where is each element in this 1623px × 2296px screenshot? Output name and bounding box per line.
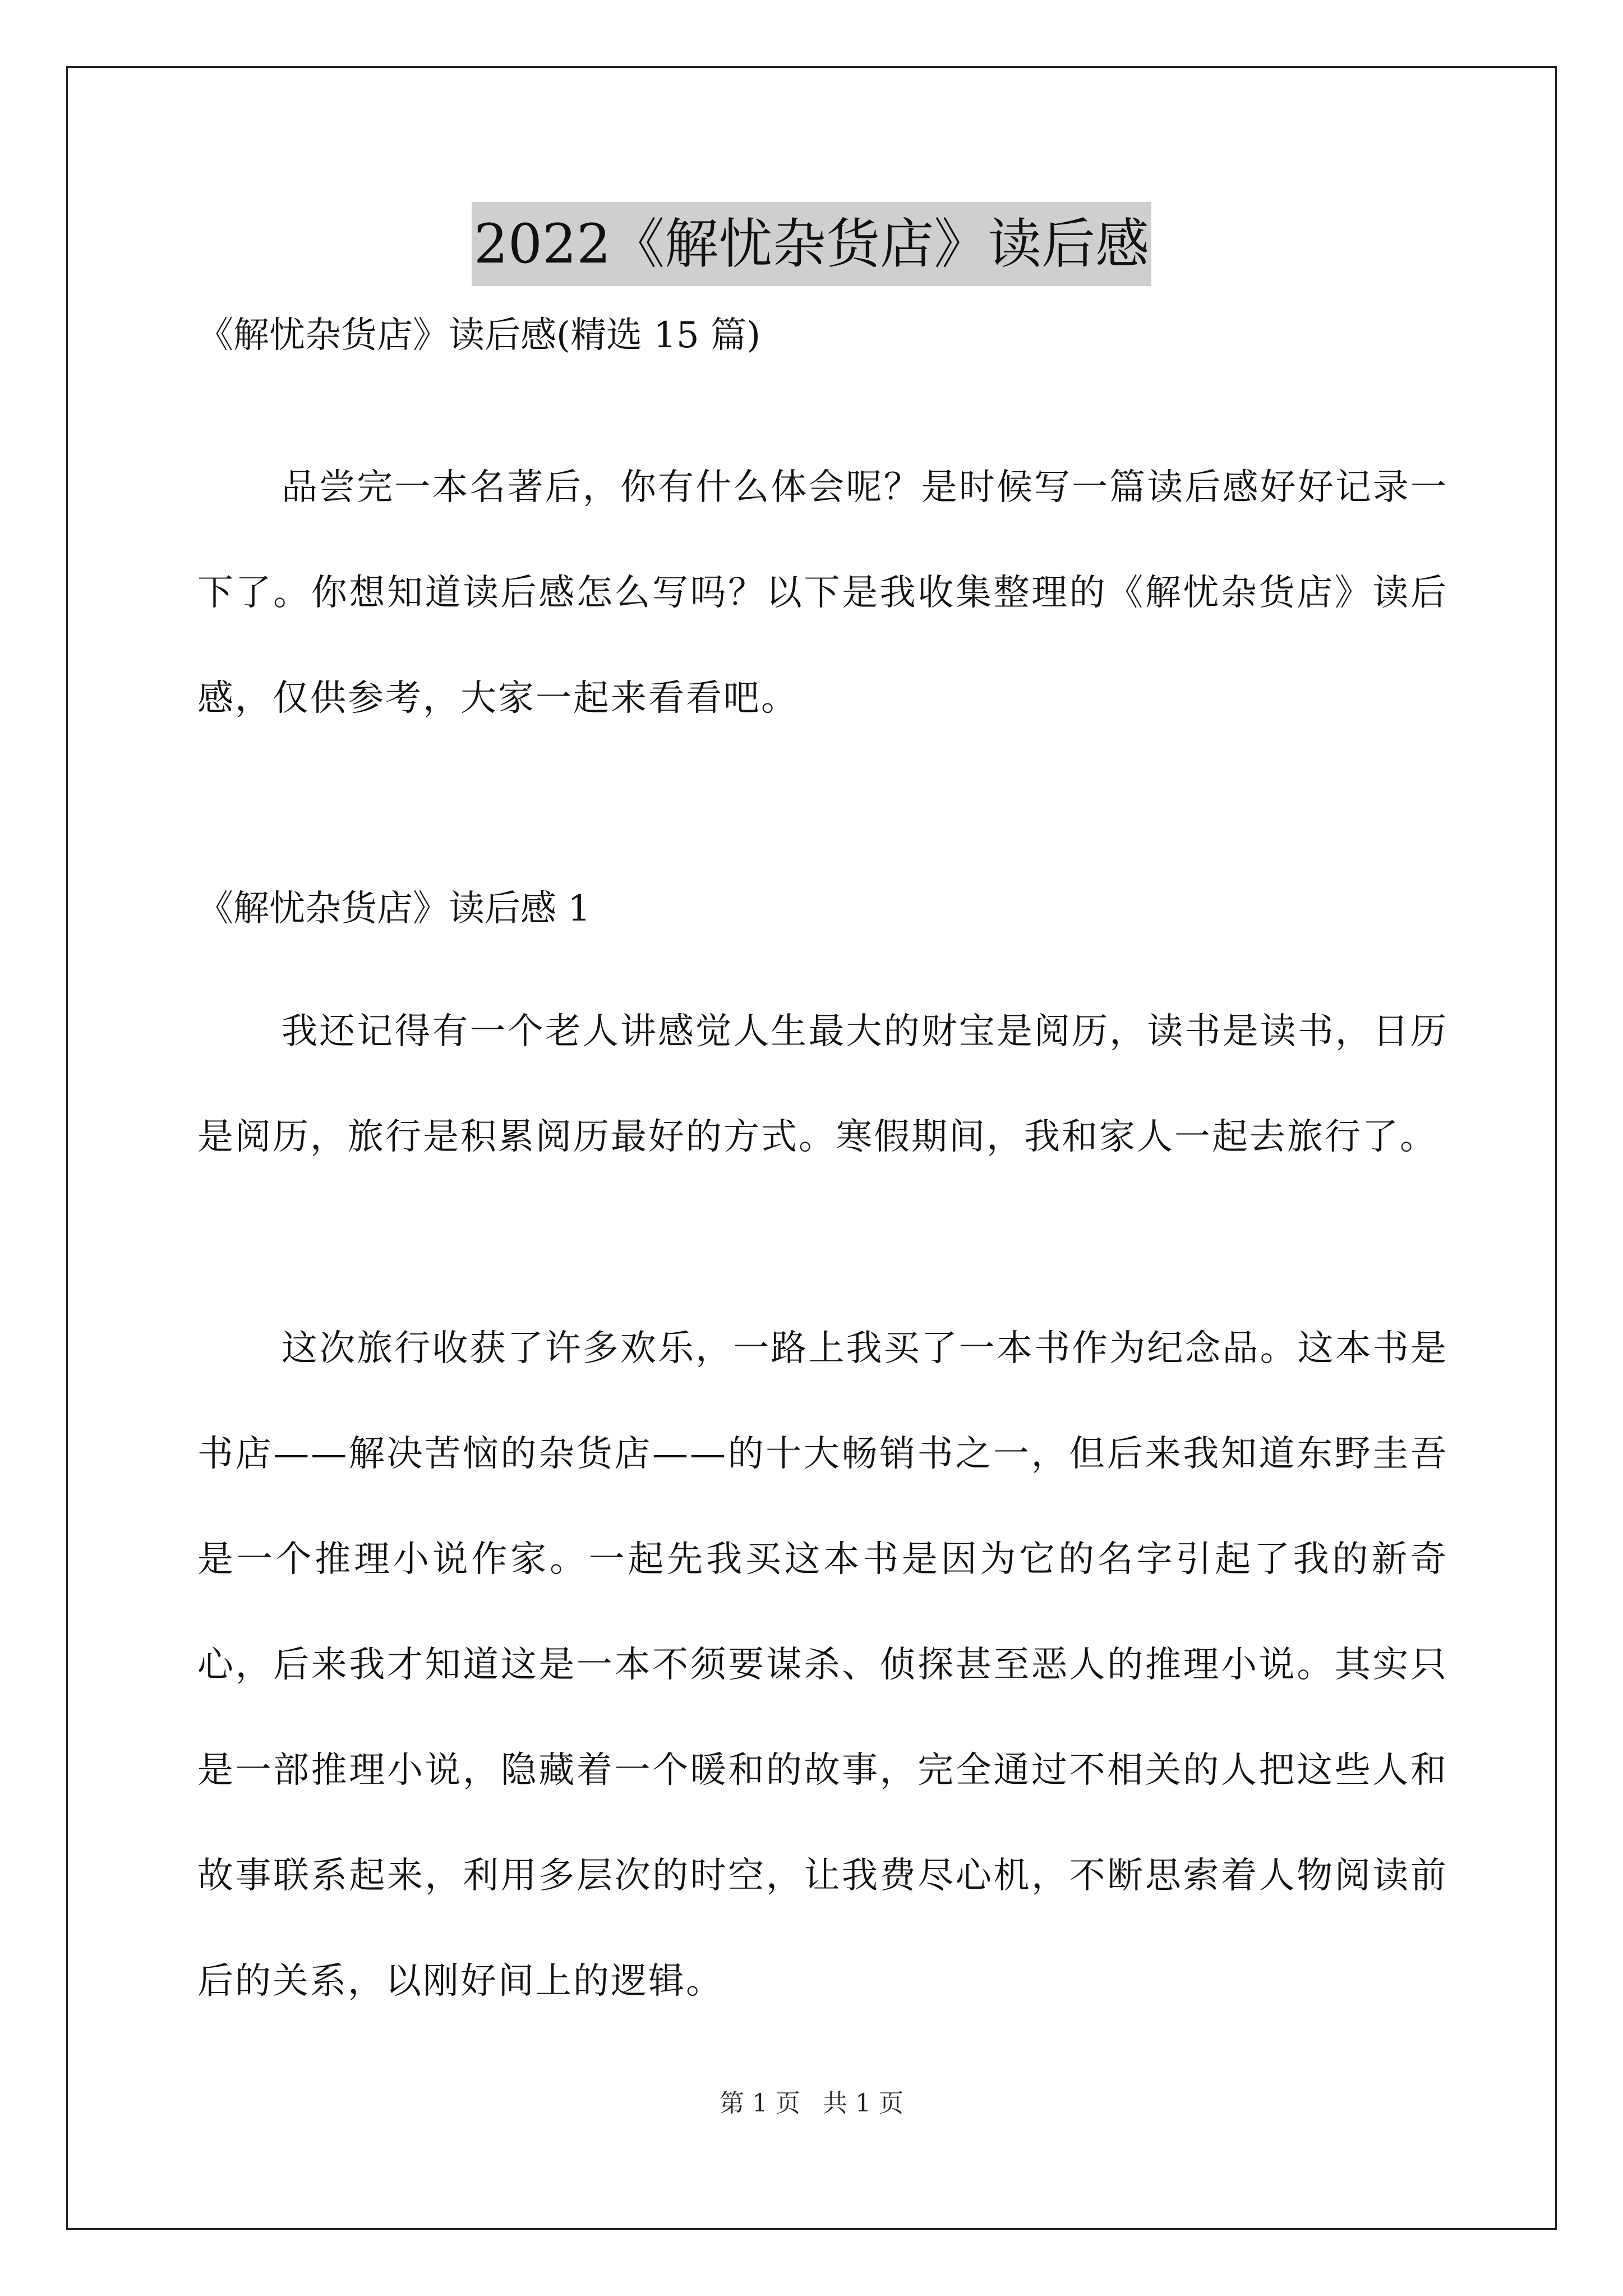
page-total: 共 1 页 (823, 2089, 903, 2118)
document-title: 2022《解忧杂货店》读后感 (472, 202, 1151, 286)
title-container (0, 202, 1623, 286)
section-heading: 《解忧杂货店》读后感 1 (197, 888, 591, 930)
page-footer (0, 2087, 1623, 2120)
body-paragraph: 这次旅行收获了许多欢乐，一路上我买了一本书作为纪念品。这本书是书店——解决苦恼的杂货店——的十大畅销书之一，但后来我知道东野圭吾是一个推理小说作家。一起先我买这本书是因为它的名字引起了我的新奇心，后来我才知道这是一本不须要谋杀、侦探甚至恶人的推理小说。其实只是一部推理小说，隐藏着一个暖和的故事，完全通过不相关的人把这些人和故事联系起来，利用多层次的时空，让我费尽心机，不断思索着人物阅读前后的关系，以刚好间上的逻辑。 (197, 1328, 1448, 2002)
body-paragraph: 我还记得有一个老人讲感觉人生最大的财宝是阅历，读书是读书，日历是阅历，旅行是积累阅历最好的方式。寒假期间，我和家人一起去旅行了。 (197, 1011, 1448, 1158)
intro-paragraph: 品尝完一本名著后，你有什么体会呢？是时候写一篇读后感好好记录一下了。你想知道读后感怎么写吗？以下是我收集整理的《解忧杂货店》读后感，仅供参考，大家一起来看看吧。 (197, 467, 1448, 719)
page-number: 第 1 页 (720, 2089, 800, 2118)
document-subtitle: 《解忧杂货店》读后感(精选 15 篇) (197, 315, 761, 356)
